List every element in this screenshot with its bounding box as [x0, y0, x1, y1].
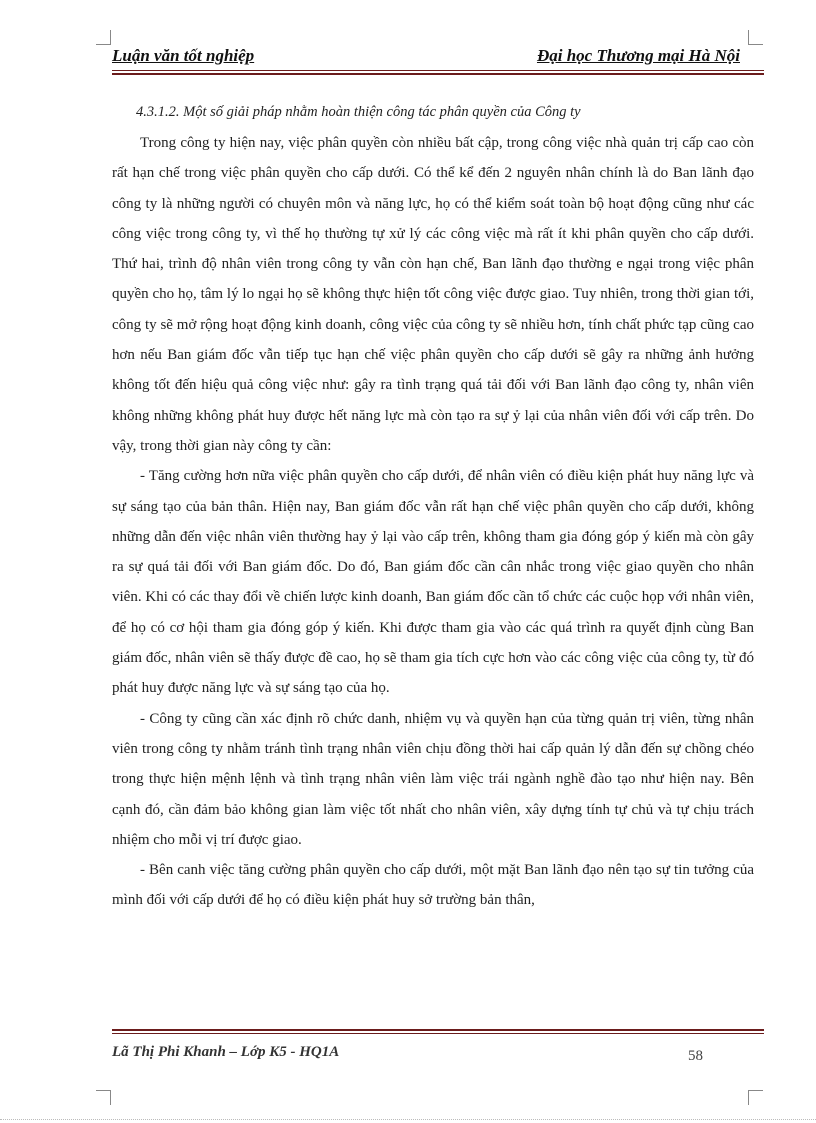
header-university: Đại học Thương mại Hà Nội — [536, 46, 740, 65]
footer-rule-thick — [112, 1029, 764, 1031]
paragraph-bullet-2: - Công ty cũng cần xác định rõ chức danh, nhiệm vụ và quyền hạn của từng quản trị viên, từng nhân viên trong công ty nhằm tránh tình trạng nhân viên chịu đồng thời hai cấp quản lý dẫn đến sự chồng chéo trong thực hiện mệnh lệnh và tình trạng nhân viên làm việc trái ngành nghề đào tạo như hiện nay. Bên cạnh đó, cần đảm bảo không gian làm việc tốt nhất cho nhân viên, xây dựng tính tự chủ và tự chịu trách nhiệm cho mỗi vị trí được giao. — [112, 710, 754, 848]
section-heading: 4.3.1.2. Một số giải pháp nhằm hoàn thiện công tác phân quyền của Công ty — [136, 104, 581, 120]
page-header — [112, 46, 740, 70]
crop-mark-bottom-left — [96, 1090, 111, 1105]
header-rule-thick — [112, 73, 764, 75]
footer-rule-thin — [112, 1033, 764, 1034]
paragraph-bullet-3: - Bên canh việc tăng cường phân quyền cho cấp dưới, một mặt Ban lãnh đạo nên tạo sự tin tưởng của mình đối với cấp dưới để họ có điều kiện phát huy sở trường bản thân, — [112, 862, 754, 909]
page-body — [112, 100, 754, 916]
paragraph-intro: Trong công ty hiện nay, việc phân quyền còn nhiều bất cập, trong công việc nhà quản trị cấp cao còn rất hạn chế trong việc phân quyền cho cấp dưới. Có thể kể đến 2 nguyên nhân chính là do Ban lãnh đạo công ty là những người có chuyên môn và năng lực, họ có thể kiểm soát toàn bộ hoạt động cũng như các công việc trong công ty, vì thế họ thường tự xử lý các công việc mà rất ít khi phân quyền cho cấp dưới. Thứ hai, trình độ nhân viên trong công ty vẫn còn hạn chế, Ban lãnh đạo thường e ngại trong việc phân quyền cho họ, tâm lý lo ngại họ sẽ không thực hiện tốt công việc được giao. Tuy nhiên, trong thời gian tới, công ty sẽ mở rộng hoạt động kinh doanh, công việc của công ty sẽ nhiều hơn, tính chất phức tạp cũng cao hơn nếu Ban giám đốc vẫn tiếp tục hạn chế việc phân quyền cho cấp dưới sẽ gây ra những ảnh hưởng không tốt đến hiệu quả công việc như: gây ra tình trạng quá tải đối với Ban lãnh đạo công ty, nhân viên không những không phát huy được hết năng lực mà còn tạo ra sự ỷ lại của nhân viên đối với cấp trên. Do vậy, trong thời gian này công ty cần: — [112, 135, 754, 454]
crop-mark-top-left — [96, 30, 111, 45]
header-thesis-label: Luận văn tốt nghiệp — [112, 46, 255, 65]
page-number: 58 — [688, 1048, 703, 1064]
header-rule-thin — [112, 70, 764, 71]
footer-author: Lã Thị Phi Khanh – Lớp K5 - HQ1A — [112, 1044, 340, 1060]
crop-mark-bottom-right — [748, 1090, 763, 1105]
crop-mark-top-right — [748, 30, 763, 45]
page-bottom-divider — [0, 1119, 816, 1120]
paragraph-bullet-1: - Tăng cường hơn nữa việc phân quyền cho cấp dưới, để nhân viên có điều kiện phát huy năng lực và sự sáng tạo của bản thân. Hiện nay, Ban giám đốc vẫn rất hạn chế việc phân quyền cho cấp dưới, không những dẫn đến việc nhân viên thường hay ỷ lại vào cấp trên, không tham gia đóng góp ý kiến mà còn gây ra sự quá tải đối với Ban giám đốc. Do đó, Ban giám đốc cần cân nhắc trong việc giao quyền cho nhân viên. Khi có các thay đổi về chiến lược kinh doanh, Ban giám đốc cần tổ chức các cuộc họp với nhân viên, để họ có cơ hội tham gia đóng góp ý kiến. Khi được tham gia vào các quá trình ra quyết định cùng Ban giám đốc, nhân viên sẽ thấy được đề cao, họ sẽ tham gia tích cực hơn vào các công việc của công ty, từ đó phát huy được năng lực và sự sáng tạo của họ. — [112, 468, 754, 697]
